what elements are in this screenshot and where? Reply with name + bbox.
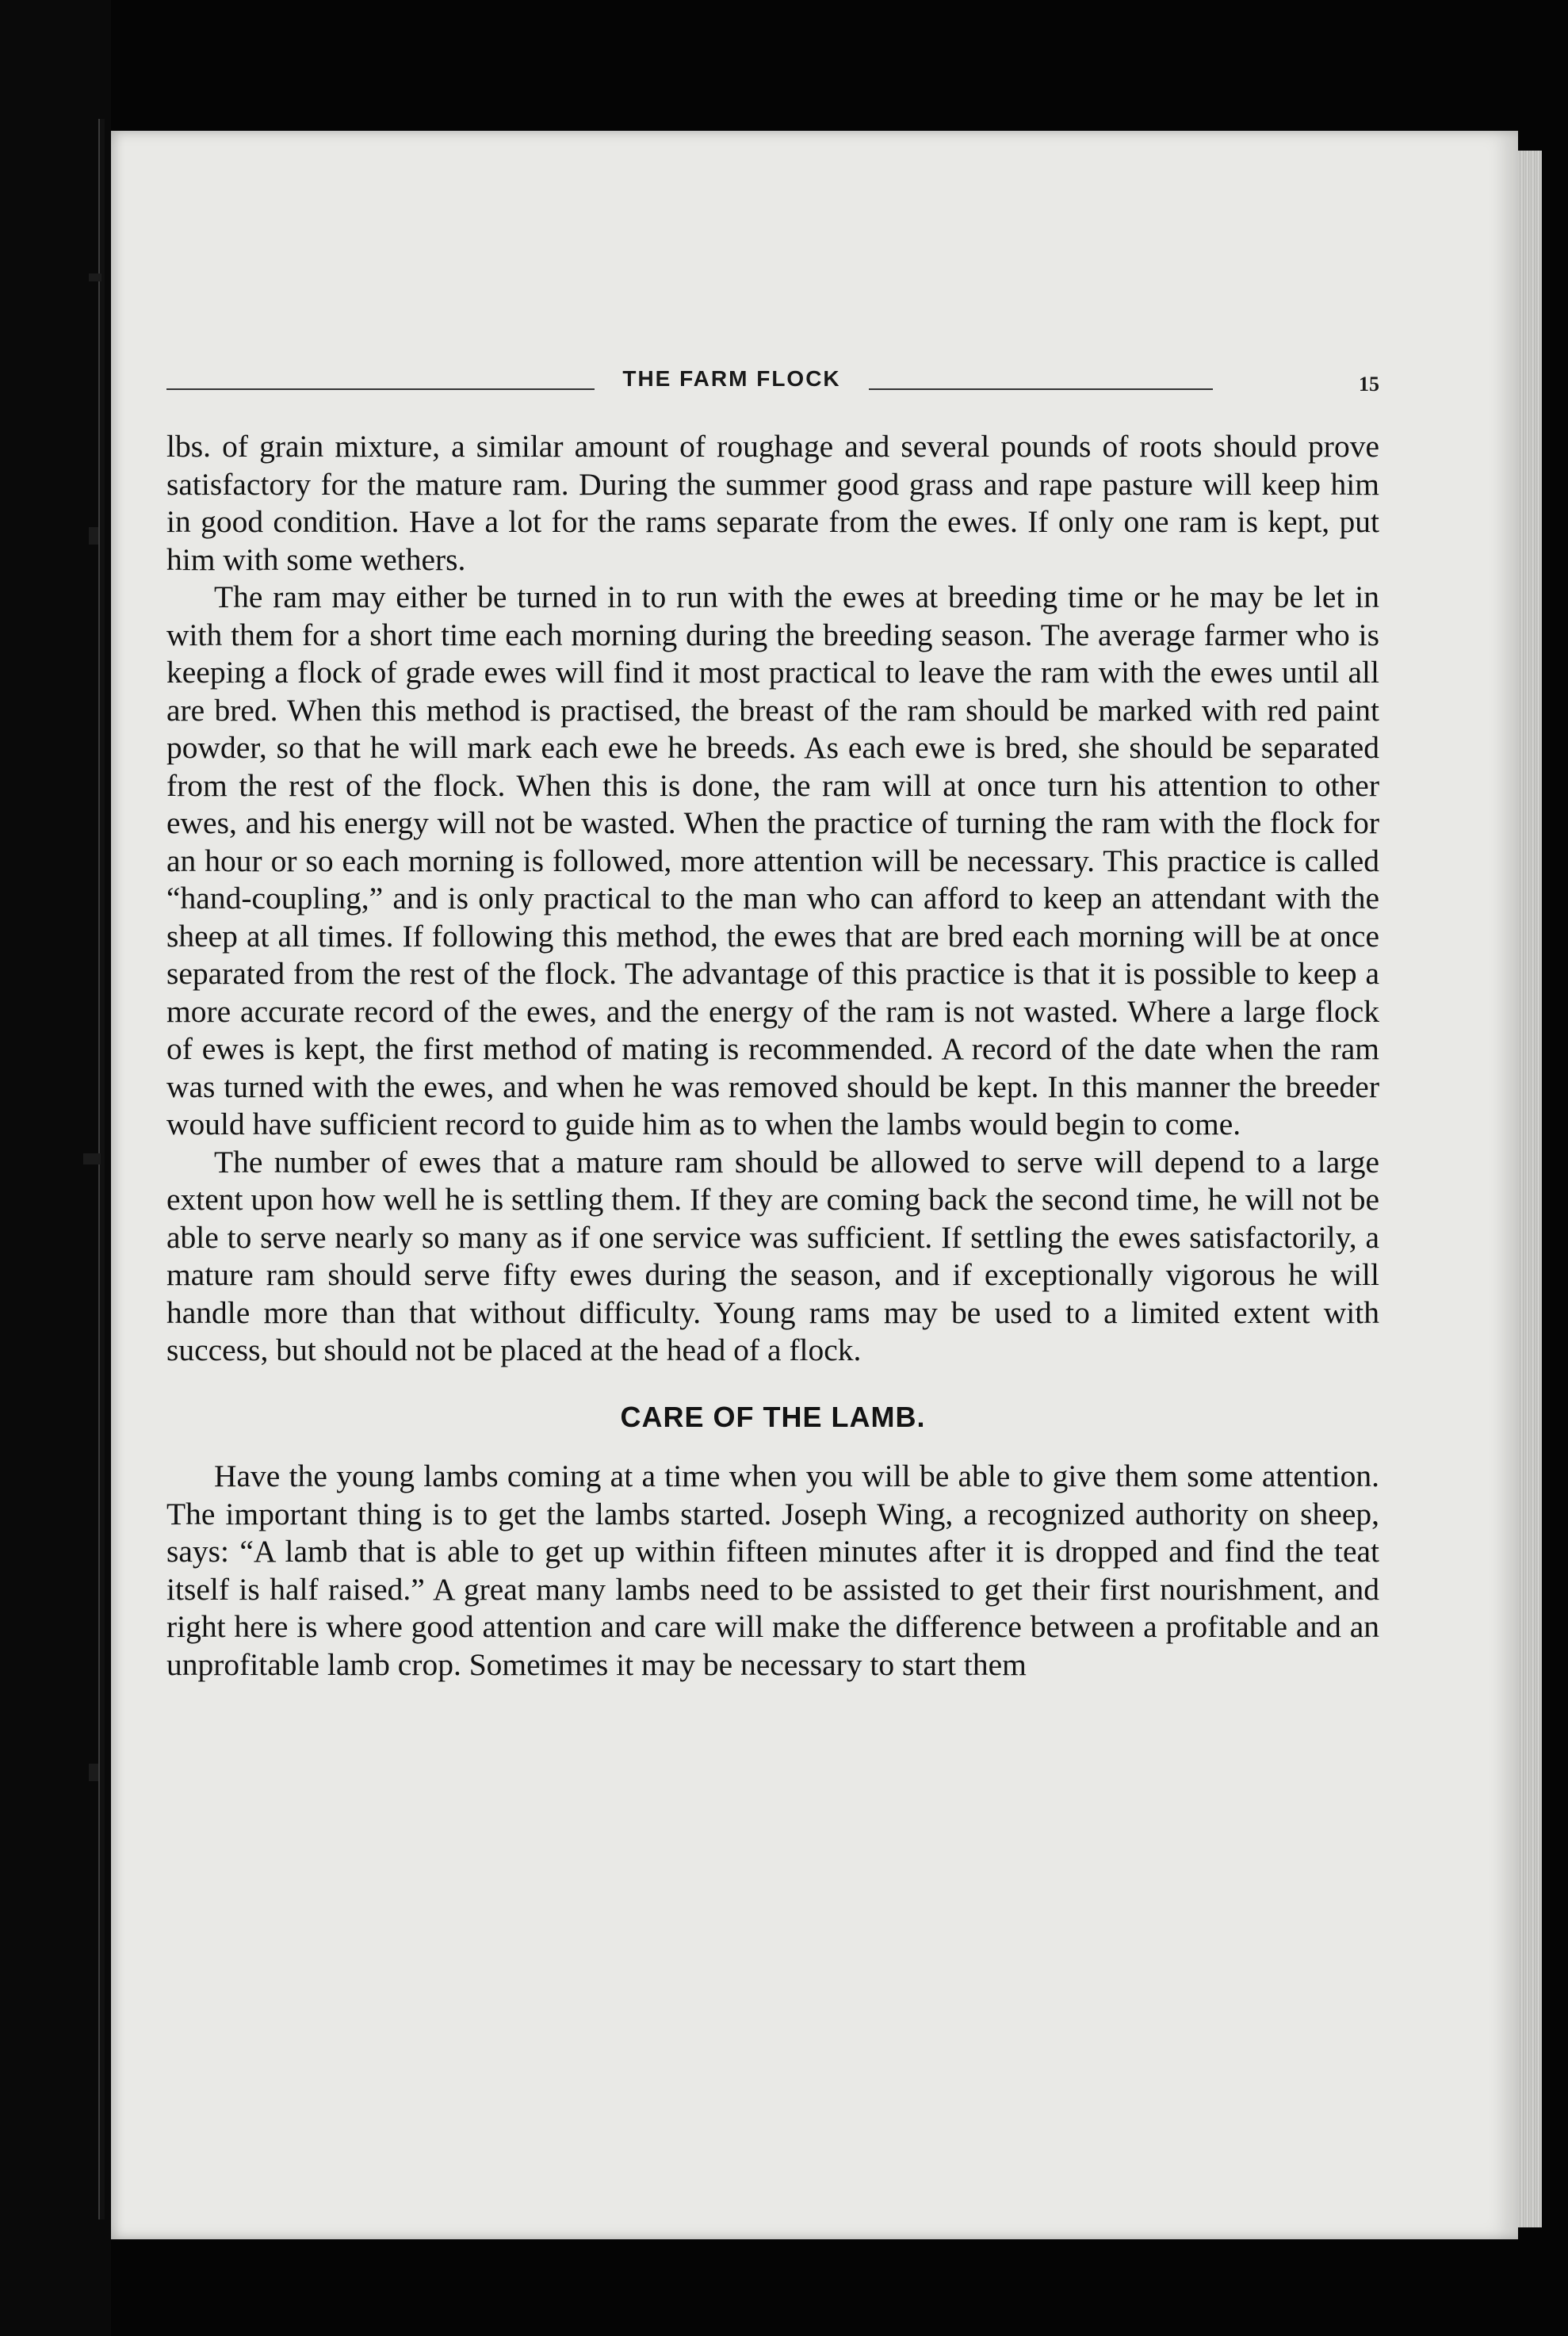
page-header [166,366,1379,404]
scan-dark-margin [0,0,111,2336]
section-paragraph: Have the young lambs coming at a time when you will be able to give them some attention. The important thing is to get the lambs started. Joseph Wing, a recognized authority on sheep, says: “A lamb that is able to get up within fifteen minutes after it is dropped and find the teat itself is half raised.” A great many lambs need to be assisted to get their first nourishment, and right here is where good attention and care will make the difference between a profitable and an unprofitable lamb crop. Sometimes it may be necessary to start them [166,1459,1379,1682]
paragraph-3: The number of ewes that a mature ram should be allowed to serve will depend to a large extent upon how well he is settling them. If they are coming back the second time, he will not be able to serve nearly so many as if one service was sufficient. If settling the ewes satisfactorily, a mature ram should serve fifty ewes during the season, and if exceptionally vigorous he will handle more than that without difficulty. Young rams may be used to a limited extent with success, but should not be placed at the head of a flock. [166,1144,1379,1367]
page-number: 15 [1359,373,1379,396]
page-stack-edge [1518,151,1542,2227]
paragraph-2: The ram may either be turned in to run with the ewes at breeding time or he may be let in with them for a short time each morning during the breeding season. The average farmer who is keeping a flock of grade ewes will find it most practical to leave the ram with the ewes until all are bred. When this method is practised, the breast of the ram should be marked with red paint powder, so that he will mark each ewe he breeds. As each ewe is bred, she should be separated from the rest of the flock. When this is done, the ram will at once turn his attention to other ewes, and his energy will not be wasted. When the practice of turning the ram with the flock for an hour or so each morning is followed, more attention will be necessary. This practice is called “hand-coupling,” and is only practical to the man who can afford to keep an attendant with the sheep at all times. If following this method, the ewes that are bred each morning will be at once separated from the rest of the flock. The advantage of this practice is that it is possible to keep a more accurate record of the ewes, and the energy of the ram is not wasted. Where a large flock of ewes is kept, the first method of mating is recommended. A record of the date when the ram was turned with the ewes, and when he was removed should be kept. In this manner the breeder would have sufficient record to guide him as to when the lambs would begin to come. [166,579,1379,1141]
paragraph-1: lbs. of grain mixture, a similar amount of roughage and several pounds of roots should prove satisfactory for the mature ram. During the summer good grass and rape pasture will keep him in good condition. Have a lot for the rams separate from the ewes. If only one ram is kept, put him with some wethers. [166,429,1379,577]
margin-mark [89,527,98,545]
running-title: THE FARM FLOCK [595,366,869,392]
section-heading: CARE OF THE LAMB. [620,1400,926,1433]
margin-mark [89,273,101,281]
body-text [166,428,1379,1684]
margin-mark [83,1153,101,1164]
margin-mark [89,1764,98,1781]
book-spine-edge [98,119,105,2219]
